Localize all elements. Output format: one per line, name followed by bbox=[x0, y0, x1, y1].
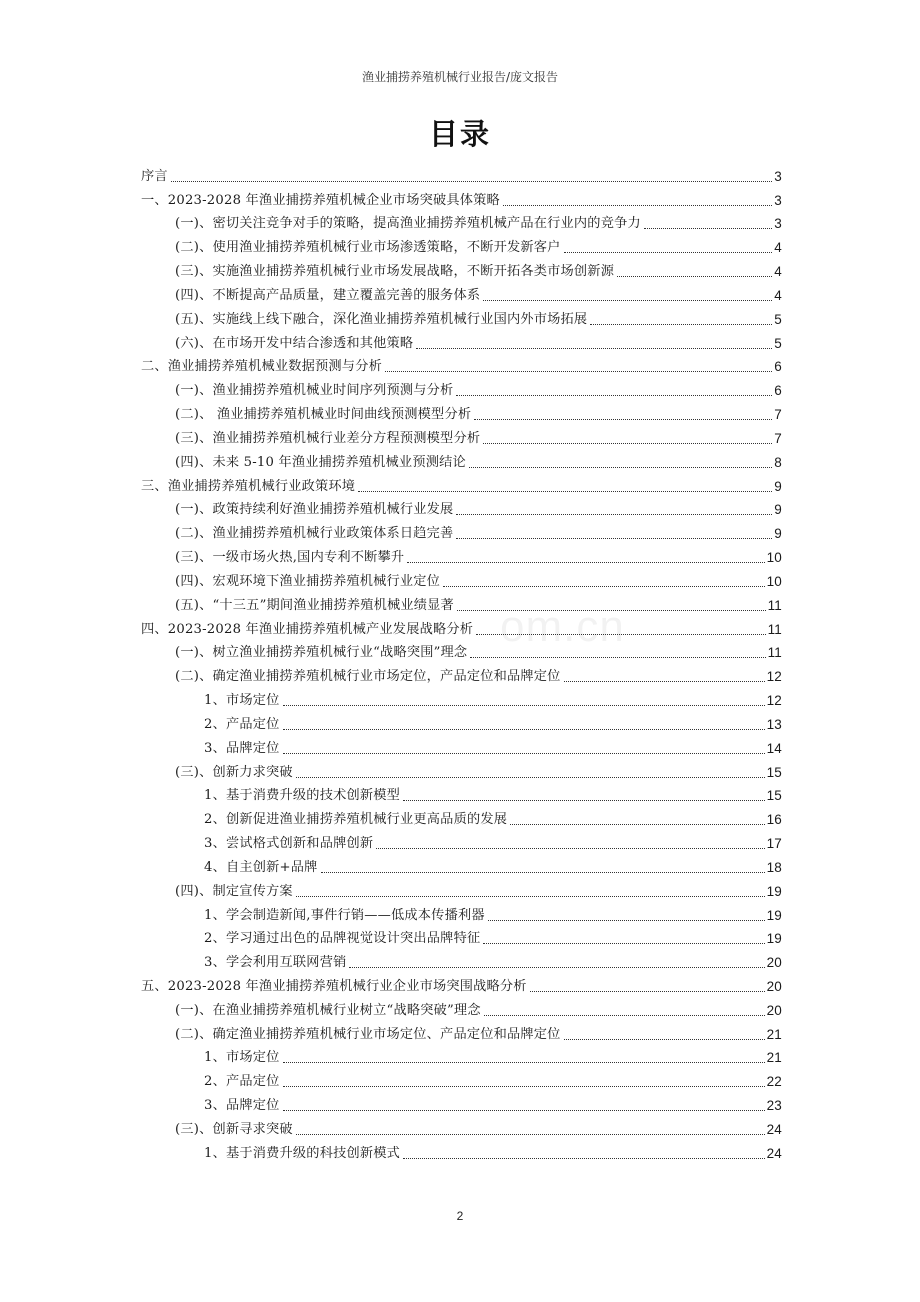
toc-entry-title: (三)、实施渔业捕捞养殖机械行业市场发展战略，不断开拓各类市场创新源 bbox=[175, 264, 615, 280]
page-header: 渔业捕捞养殖机械行业报告/庞文报告 bbox=[361, 70, 559, 84]
toc-dot-leader bbox=[283, 753, 765, 754]
toc-entry[interactable] bbox=[141, 352, 782, 376]
toc-entry-page: 9 bbox=[774, 502, 782, 518]
toc-entry-page: 20 bbox=[766, 955, 782, 971]
toc-entry[interactable] bbox=[141, 1019, 782, 1043]
toc-dot-leader bbox=[644, 228, 772, 229]
toc-entry[interactable] bbox=[141, 661, 782, 685]
toc-entry-title: (四)、制定宣传方案 bbox=[175, 883, 293, 899]
toc-dot-leader bbox=[469, 467, 772, 468]
toc-entry[interactable] bbox=[141, 947, 782, 971]
toc-dot-leader bbox=[385, 371, 772, 372]
toc-entry[interactable] bbox=[141, 638, 782, 662]
toc-dot-leader bbox=[474, 419, 772, 420]
toc-entry[interactable] bbox=[141, 685, 782, 709]
toc-entry-title: 序言 bbox=[141, 168, 168, 184]
toc-entry-page: 16 bbox=[766, 812, 782, 828]
toc-entry-page: 3 bbox=[774, 168, 782, 184]
toc-dot-leader bbox=[443, 586, 765, 587]
toc-entry-title: (二)、 渔业捕捞养殖机械业时间曲线预测模型分析 bbox=[175, 407, 472, 423]
toc-dot-leader bbox=[476, 634, 765, 635]
toc-entry[interactable] bbox=[141, 1138, 782, 1162]
toc-entry[interactable] bbox=[141, 542, 782, 566]
toc-entry-page: 8 bbox=[774, 454, 782, 470]
toc-entry-page: 3 bbox=[774, 192, 782, 208]
toc-entry[interactable] bbox=[141, 304, 782, 328]
toc-dot-leader bbox=[483, 300, 772, 301]
toc-entry[interactable] bbox=[141, 161, 782, 185]
toc-entry-title: 2、学习通过出色的品牌视觉设计突出品牌特征 bbox=[204, 931, 481, 947]
toc-entry-title: 2、产品定位 bbox=[204, 716, 280, 732]
toc-entry-page: 9 bbox=[774, 526, 782, 542]
toc-entry[interactable] bbox=[141, 447, 782, 471]
toc-dot-leader bbox=[457, 610, 766, 611]
toc-entry-title: 1、基于消费升级的科技创新模式 bbox=[204, 1145, 401, 1161]
toc-entry[interactable] bbox=[141, 614, 782, 638]
toc-entry-page: 20 bbox=[766, 978, 782, 994]
toc-dot-leader bbox=[403, 800, 765, 801]
toc-entry-title: 1、市场定位 bbox=[204, 1050, 280, 1066]
toc-entry-title: (一)、密切关注竞争对手的策略，提高渔业捕捞养殖机械产品在行业内的竞争力 bbox=[175, 216, 641, 232]
toc-entry[interactable] bbox=[141, 209, 782, 233]
toc-entry-page: 6 bbox=[774, 359, 782, 375]
toc-entry-page: 5 bbox=[774, 311, 782, 327]
toc-entry-title: 3、品牌定位 bbox=[204, 1098, 280, 1114]
toc-entry-page: 4 bbox=[774, 264, 782, 280]
toc-entry[interactable] bbox=[141, 256, 782, 280]
toc-dot-leader bbox=[488, 920, 765, 921]
toc-entry-title: (二)、确定渔业捕捞养殖机械行业市场定位、产品定位和品牌定位 bbox=[175, 1026, 561, 1042]
toc-dot-leader bbox=[403, 1158, 765, 1159]
toc-entry-page: 3 bbox=[774, 216, 782, 232]
toc-dot-leader bbox=[564, 252, 773, 253]
toc-entry-page: 19 bbox=[766, 883, 782, 899]
toc-entry-title: 3、尝试格式创新和品牌创新 bbox=[204, 836, 374, 852]
toc-entry-title: (三)、创新力求突破 bbox=[175, 764, 293, 780]
toc-entry[interactable] bbox=[141, 375, 782, 399]
toc-entry-title: (四)、不断提高产品质量，建立覆盖完善的服务体系 bbox=[175, 287, 481, 303]
toc-entry-title: (一)、在渔业捕捞养殖机械行业树立“战略突破”理念 bbox=[175, 1002, 481, 1018]
toc-entry[interactable] bbox=[141, 1066, 782, 1090]
toc-entry-page: 11 bbox=[767, 645, 782, 661]
toc-entry-title: 四、2023-2028 年渔业捕捞养殖机械产业发展战略分析 bbox=[141, 621, 474, 637]
toc-entry-page: 19 bbox=[766, 931, 782, 947]
page-number: 2 bbox=[456, 1209, 464, 1223]
toc-entry-title: 3、学会利用互联网营销 bbox=[204, 955, 347, 971]
toc-entry[interactable] bbox=[141, 828, 782, 852]
toc-entry-title: (二)、使用渔业捕捞养殖机械行业市场渗透策略，不断开发新客户 bbox=[175, 240, 561, 256]
toc-entry-page: 6 bbox=[774, 383, 782, 399]
toc-entry[interactable] bbox=[141, 566, 782, 590]
toc-dot-leader bbox=[484, 1015, 765, 1016]
toc-dot-leader bbox=[296, 896, 765, 897]
toc-entry-page: 12 bbox=[766, 669, 782, 685]
toc-entry[interactable] bbox=[141, 733, 782, 757]
toc-entry-title: (五)、实施线上线下融合，深化渔业捕捞养殖机械行业国内外市场拓展 bbox=[175, 311, 588, 327]
toc-entry[interactable] bbox=[141, 995, 782, 1019]
toc-dot-leader bbox=[283, 729, 765, 730]
toc-entry[interactable] bbox=[141, 280, 782, 304]
toc-entry[interactable] bbox=[141, 757, 782, 781]
toc-entry-title: 一、2023-2028 年渔业捕捞养殖机械企业市场突破具体策略 bbox=[141, 192, 500, 208]
toc-entry[interactable] bbox=[141, 781, 782, 805]
toc-entry-page: 14 bbox=[766, 740, 782, 756]
toc-entry-page: 21 bbox=[766, 1050, 782, 1066]
toc-entry[interactable] bbox=[141, 328, 782, 352]
toc-dot-leader bbox=[358, 491, 772, 492]
toc-entry-title: 3、品牌定位 bbox=[204, 740, 280, 756]
toc-dot-leader bbox=[283, 1086, 765, 1087]
toc-entry[interactable] bbox=[141, 495, 782, 519]
toc-dot-leader bbox=[483, 943, 764, 944]
toc-entry[interactable] bbox=[141, 1090, 782, 1114]
toc-dot-leader bbox=[171, 181, 773, 182]
toc-dot-leader bbox=[416, 348, 772, 349]
toc-entry[interactable] bbox=[141, 924, 782, 948]
toc-dot-leader bbox=[503, 205, 772, 206]
toc-entry[interactable] bbox=[141, 1043, 782, 1067]
toc-dot-leader bbox=[283, 705, 765, 706]
toc-dot-leader bbox=[530, 991, 765, 992]
toc-entry-page: 23 bbox=[766, 1098, 782, 1114]
toc-dot-leader bbox=[590, 324, 772, 325]
toc-dot-leader bbox=[283, 1110, 765, 1111]
toc-entry-title: (三)、渔业捕捞养殖机械行业差分方程预测模型分析 bbox=[175, 430, 481, 446]
toc-dot-leader bbox=[296, 1134, 765, 1135]
toc-entry-page: 4 bbox=[774, 287, 782, 303]
toc-entry-title: (二)、确定渔业捕捞养殖机械行业市场定位，产品定位和品牌定位 bbox=[175, 669, 561, 685]
toc-entry-page: 19 bbox=[766, 907, 782, 923]
page-title: 目录 bbox=[428, 117, 491, 151]
toc-dot-leader bbox=[483, 443, 772, 444]
toc-entry-title: 二、渔业捕捞养殖机械业数据预测与分析 bbox=[141, 359, 382, 375]
toc-entry[interactable] bbox=[141, 900, 782, 924]
toc-entry-page: 13 bbox=[766, 716, 782, 732]
toc-dot-leader bbox=[564, 681, 765, 682]
toc-entry[interactable] bbox=[141, 471, 782, 495]
toc-dot-leader bbox=[470, 657, 765, 658]
toc-entry-page: 7 bbox=[774, 430, 782, 446]
toc-dot-leader bbox=[296, 777, 765, 778]
toc-entry-page: 24 bbox=[766, 1121, 782, 1137]
toc-dot-leader bbox=[456, 514, 772, 515]
toc-entry-title: 4、自主创新+品牌 bbox=[204, 859, 318, 875]
toc-dot-leader bbox=[407, 562, 764, 563]
toc-entry-page: 4 bbox=[774, 240, 782, 256]
toc-entry-page: 11 bbox=[767, 621, 782, 637]
toc-entry[interactable] bbox=[141, 185, 782, 209]
toc-entry-title: 2、产品定位 bbox=[204, 1074, 280, 1090]
toc-entry-title: (三)、创新寻求突破 bbox=[175, 1121, 293, 1137]
toc-entry[interactable] bbox=[141, 423, 782, 447]
toc-entry[interactable] bbox=[141, 852, 782, 876]
toc-entry[interactable] bbox=[141, 709, 782, 733]
toc-entry-page: 7 bbox=[774, 407, 782, 423]
toc-entry-page: 12 bbox=[766, 693, 782, 709]
toc-entry-title: 三、渔业捕捞养殖机械行业政策环境 bbox=[141, 478, 356, 494]
toc-dot-leader bbox=[617, 276, 772, 277]
toc-entry[interactable] bbox=[141, 399, 782, 423]
table-of-contents bbox=[141, 161, 782, 1162]
toc-entry-title: (四)、宏观环境下渔业捕捞养殖机械行业定位 bbox=[175, 573, 441, 589]
toc-entry-title: (一)、渔业捕捞养殖机械业时间序列预测与分析 bbox=[175, 383, 454, 399]
toc-entry[interactable] bbox=[141, 1114, 782, 1138]
toc-entry-title: (三)、一级市场火热,国内专利不断攀升 bbox=[175, 550, 405, 566]
toc-entry-page: 9 bbox=[774, 478, 782, 494]
toc-entry[interactable] bbox=[141, 232, 782, 256]
toc-entry-title: 1、基于消费升级的技术创新模型 bbox=[204, 788, 401, 804]
toc-entry-page: 15 bbox=[766, 764, 782, 780]
toc-entry-title: (六)、在市场开发中结合渗透和其他策略 bbox=[175, 335, 414, 351]
toc-entry-page: 10 bbox=[766, 550, 782, 566]
toc-entry-page: 5 bbox=[774, 335, 782, 351]
toc-dot-leader bbox=[283, 1062, 765, 1063]
toc-entry[interactable] bbox=[141, 590, 782, 614]
toc-entry[interactable] bbox=[141, 518, 782, 542]
toc-entry-page: 15 bbox=[766, 788, 782, 804]
toc-dot-leader bbox=[376, 848, 764, 849]
toc-entry-page: 24 bbox=[766, 1145, 782, 1161]
toc-entry-page: 11 bbox=[767, 597, 782, 613]
toc-entry-title: 五、2023-2028 年渔业捕捞养殖机械行业企业市场突围战略分析 bbox=[141, 978, 527, 994]
toc-dot-leader bbox=[510, 824, 764, 825]
toc-dot-leader bbox=[456, 395, 772, 396]
toc-entry-page: 18 bbox=[766, 859, 782, 875]
toc-entry-title: 1、市场定位 bbox=[204, 693, 280, 709]
toc-entry-page: 10 bbox=[766, 573, 782, 589]
toc-dot-leader bbox=[321, 872, 765, 873]
toc-entry-title: 2、创新促进渔业捕捞养殖机械行业更高品质的发展 bbox=[204, 812, 508, 828]
toc-entry-title: (一)、树立渔业捕捞养殖机械行业“战略突围”理念 bbox=[175, 645, 468, 661]
toc-entry-title: (四)、未来 5-10 年渔业捕捞养殖机械业预测结论 bbox=[175, 454, 466, 470]
toc-entry-title: (一)、政策持续利好渔业捕捞养殖机械行业发展 bbox=[175, 502, 454, 518]
toc-entry-page: 22 bbox=[766, 1074, 782, 1090]
toc-entry[interactable] bbox=[141, 876, 782, 900]
toc-entry-title: (二)、渔业捕捞养殖机械行业政策体系日趋完善 bbox=[175, 526, 454, 542]
toc-entry-page: 17 bbox=[766, 836, 782, 852]
toc-entry[interactable] bbox=[141, 971, 782, 995]
toc-entry-page: 20 bbox=[766, 1002, 782, 1018]
toc-entry-title: (五)、“十三五”期间渔业捕捞养殖机械业绩显著 bbox=[175, 597, 454, 613]
watermark: om.cn bbox=[500, 602, 625, 651]
toc-entry-title: 1、学会制造新闻,事件行销——低成本传播利器 bbox=[204, 907, 485, 923]
toc-entry-page: 21 bbox=[766, 1026, 782, 1042]
toc-dot-leader bbox=[564, 1039, 765, 1040]
toc-dot-leader bbox=[456, 538, 772, 539]
toc-dot-leader bbox=[349, 967, 764, 968]
toc-entry[interactable] bbox=[141, 804, 782, 828]
